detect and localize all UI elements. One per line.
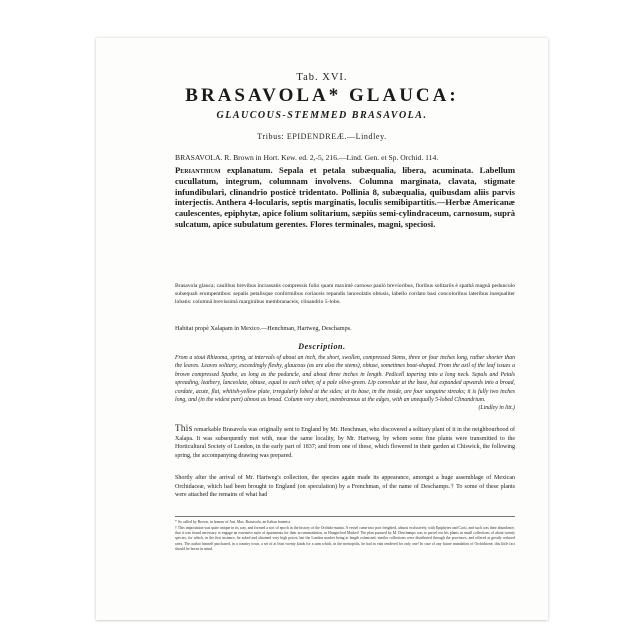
description-signature: (Lindley in litt.) [478, 405, 515, 412]
description-text [175, 354, 515, 413]
footnote-2: † This importation was quite unique in its way, and formed a sort of epoch in the history of the Orchido-mania. A vessel came into port freighted, almost exclusively, with Epiphytes and Cacti, and such was their abundance, that it was found necessary to engage an extensive suite of apartments for their accommodation, in Hungerford Market! The plan pursued by M. Deschamps was to parcel out his plants in small collections of about twenty species, for which, in the first instance, he asked and obtained very high prices, but the London market being at length exhausted, similar collections were distributed through the provinces, and offered at greatly reduced rates. The author himself purchased, in a country town, a set of at least twenty kinds for a sum which, in the metropolis, he had in vain tendered for only one! In case of any future inundation of Orchidaceæ, this little fact should be borne in mind. [175, 526, 515, 551]
characters-text: explanatum. Sepala et petala subæqualia, libera, acuminata. Labellum cucullatum, integrum, columnam involvens. Columna marginata, clavata, stigmate infundibulari, clinandrio posticè tridentato. Pollinia 8, subæqualia, quibusdam aliis parvis interjectis. Anthera 4-locularis, septis marginatis, loculis semibipartitis.—Herbæ Americanæ caulescentes, epiphytæ, apice folium solitarium, sæpiùs semi-cylindraceum, carnosum, suprà sulcatum, apice subulatum gerentes. Flores terminales, magni, speciosi. [175, 165, 515, 229]
species-title: BRASAVOLA* GLAUCA: [185, 85, 459, 106]
footnote-divider [175, 516, 515, 517]
habitat-line: Habitat propè Xalapam in Mexico.—Henchman, Hartweg, Deschamps. [175, 325, 352, 332]
narrative-text-1: remarkable Brasavola was originally sent to England by Mr. Henchman, who discovered a solitary plant of it in the neighbourhood of Xalapa. It was subsequently met with, near the same locality, by Mr. Hartweg, by whom some fine plants were transmitted to the Horticultural Society of London, in the early part of 1837; and from one of these, which flowered in their garden at Chiswick, the following spring, the accompanying drawing was prepared. [175, 427, 515, 459]
specific-diagnosis: Brasavola glauca; caulibus brevibus incrassatis compressis folio quam maximè carnoso paulò brevioribus, floribus solitariis è spathâ magnâ pedunculo subæquali erumpentibus: sepalis petalisque conformibus coriaceis repandis lanceolatis obtusis, labello cordato basi concoloribus lateribus inæqualiter lobatis: columnâ brevissimâ marginibus membranaceis, clinandrio 5-lobo. [175, 283, 515, 305]
genus-citation: BRASAVOLA. R. Brown in Hort. Kew. ed. 2,-5, 216.—Lind. Gen. et Sp. Orchid. 114. [175, 153, 439, 162]
drop-cap-word: This [175, 423, 193, 433]
generic-characters [175, 165, 515, 230]
common-name: GLAUCOUS-STEMMED BRASAVOLA. [216, 110, 428, 121]
narrative-paragraph-1 [175, 424, 515, 460]
plate-number: Tab. XVI. [296, 72, 348, 83]
description-body: From a stout Rhizoma, spring, at intervals of about an inch, the short, swollen, compressed Stems, three or four inches long, rather shorter than the leaves. Leaves solitary, exceedingly fleshy, glaucous (as are also the stems), obtuse, sometimes boat-shaped. From the axil of the leaf issues a brown compressed Spathe, as long as the peduncle, and about three inches in length. Pedicell tapering into a long neck. Sepals and Petals spreading, leathery, lanceolate, obtuse, equal to each other, of a pale olive-green. Lip convolute at the base, but expanded upwards into a broad, cordate, acute, flat, whitish-yellow plate, irregularly lobed at the sides; at its base, in the inside, are four sanguine streaks; it is fully two inches long, and (in the widest part) almost as broad. Column very short, membranous at the edges, with an unequally 5-lobed Clinandrium. [175, 355, 515, 404]
footnote-1: * So called by Brown, in honour of Ant. Mus. Brasavola, an Italian botanist. [175, 520, 291, 524]
narrative-paragraph-2: Shortly after the arrival of Mr. Hartweg's collection, the species again made its appearance, amongst a huge assemblage of Mexican Orchidaceæ, which had been brought to England (on speculation) by a Frenchman, of the name of Deschamps.† To some of these plants were attached the remains of what had [175, 475, 515, 499]
characters-lead-word: Perianthium [175, 165, 221, 175]
plate-sheet [96, 38, 548, 620]
description-heading: Description. [298, 342, 346, 351]
tribus-line: Tribus: EPIDENDREÆ.—Lindley. [257, 132, 387, 141]
